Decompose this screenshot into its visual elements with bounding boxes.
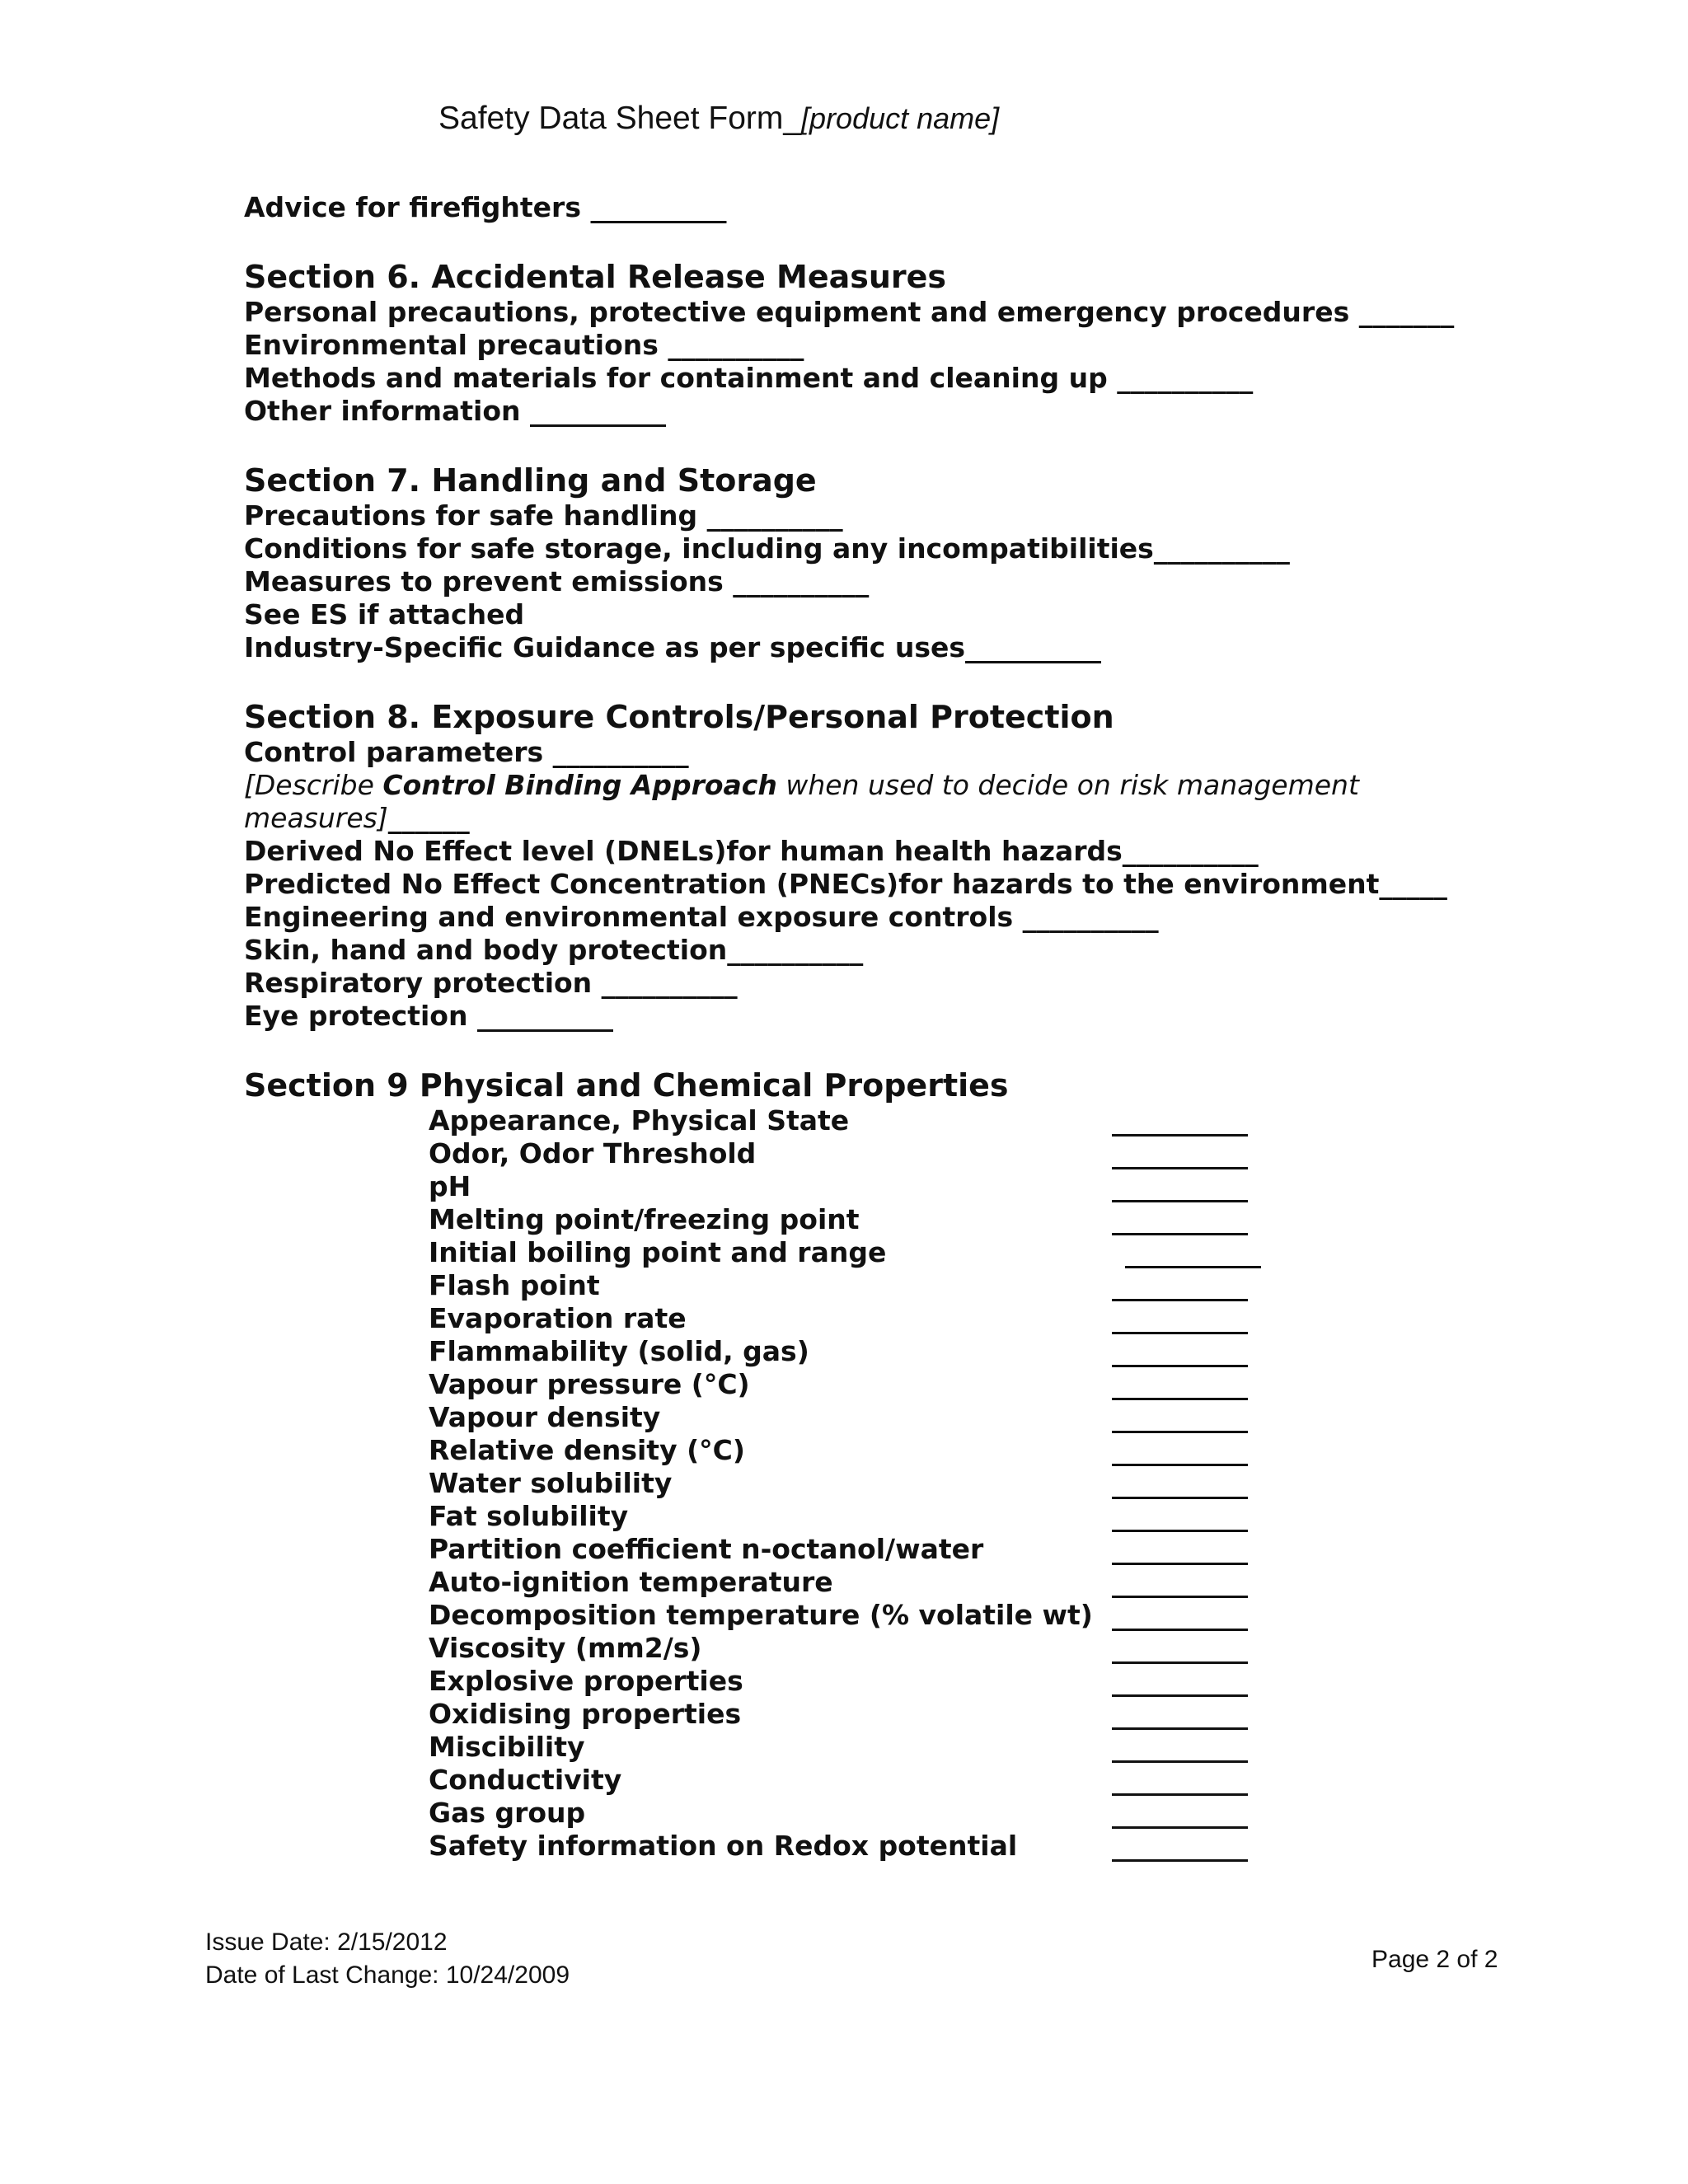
- property-blank: __________: [1112, 1764, 1248, 1796]
- property-label: Vapour density: [429, 1401, 661, 1433]
- property-blank: __________: [1112, 1797, 1248, 1829]
- property-row: [429, 1137, 1596, 1170]
- property-label: Evaporation rate: [429, 1302, 687, 1334]
- property-row: [429, 1632, 1596, 1665]
- property-blank: __________: [1112, 1434, 1248, 1466]
- property-label: Initial boiling point and range: [429, 1236, 887, 1268]
- property-row: [429, 1401, 1596, 1434]
- property-blank: __________: [1112, 1302, 1248, 1334]
- last-change-date: Date of Last Change: 10/24/2009: [205, 1961, 570, 1989]
- section-6-title: Section 6. Accidental Release Measures: [244, 259, 947, 295]
- section-9-title: Section 9 Physical and Chemical Properties: [244, 1067, 1009, 1104]
- property-blank: __________: [1112, 1632, 1248, 1664]
- property-label: Flammability (solid, gas): [429, 1335, 809, 1367]
- property-blank: __________: [1112, 1665, 1248, 1697]
- section-6-line: Personal precautions, protective equipment and emergency procedures _______: [244, 296, 1455, 328]
- section-7-line: Industry-Specific Guidance as per specific uses__________: [244, 631, 1101, 663]
- section-6-line: Other information __________: [244, 395, 666, 427]
- issue-date: Issue Date: 2/15/2012: [205, 1929, 448, 1956]
- property-row: [429, 1533, 1596, 1566]
- property-row: [429, 1764, 1596, 1797]
- property-row: [429, 1500, 1596, 1533]
- section-7-title: Section 7. Handling and Storage: [244, 462, 817, 499]
- property-label: Conductivity: [429, 1764, 622, 1796]
- property-row: [429, 1731, 1596, 1764]
- property-label: Water solubility: [429, 1467, 673, 1499]
- control-parameters-line: Control parameters __________: [244, 736, 689, 768]
- property-label: Melting point/freezing point: [429, 1203, 860, 1235]
- page-header: [438, 101, 999, 137]
- section-8-line: Skin, hand and body protection__________: [244, 934, 864, 966]
- section-8-line: Respiratory protection __________: [244, 967, 738, 999]
- firefighters-line: Advice for firefighters __________: [244, 191, 727, 223]
- property-row: [429, 1236, 1596, 1269]
- section-6-line: Environmental precautions __________: [244, 329, 804, 361]
- property-label: Gas group: [429, 1797, 586, 1829]
- property-label: Explosive properties: [429, 1665, 743, 1697]
- property-row: [429, 1335, 1596, 1368]
- property-blank: __________: [1112, 1368, 1248, 1400]
- property-blank: __________: [1112, 1566, 1248, 1598]
- describe-post: when used to decide on risk management: [776, 769, 1359, 801]
- property-blank: __________: [1125, 1236, 1261, 1268]
- property-row: [429, 1830, 1596, 1863]
- property-row: [429, 1797, 1596, 1830]
- property-label: Odor, Odor Threshold: [429, 1137, 757, 1169]
- property-blank: __________: [1112, 1698, 1248, 1730]
- footer-dates: [205, 1926, 570, 1992]
- section-7-line: Precautions for safe handling __________: [244, 499, 843, 532]
- property-row: [429, 1170, 1596, 1203]
- property-blank: __________: [1112, 1137, 1248, 1169]
- property-row: [429, 1467, 1596, 1500]
- property-label: Miscibility: [429, 1731, 585, 1763]
- property-row: [429, 1269, 1596, 1302]
- property-blank: __________: [1112, 1830, 1248, 1862]
- describe-pre: [Describe: [244, 769, 383, 801]
- property-row: [429, 1203, 1596, 1236]
- section-8-line: Engineering and environmental exposure controls __________: [244, 901, 1159, 933]
- property-blank: __________: [1112, 1269, 1248, 1301]
- property-row: [429, 1566, 1596, 1599]
- property-label: Auto-ignition temperature: [429, 1566, 833, 1598]
- property-label: Oxidising properties: [429, 1698, 742, 1730]
- section-8-line: Derived No Effect level (DNELs)for human health hazards__________: [244, 835, 1259, 867]
- property-blank: __________: [1112, 1533, 1248, 1565]
- property-row: [429, 1434, 1596, 1467]
- property-label: Relative density (°C): [429, 1434, 745, 1466]
- describe-instruction: [244, 769, 1596, 802]
- property-blank: __________: [1112, 1104, 1248, 1137]
- section-6-line: Methods and materials for containment and cleaning up __________: [244, 362, 1254, 394]
- form-content: [244, 191, 1596, 1863]
- describe-blank: ______: [387, 802, 470, 834]
- property-blank: __________: [1112, 1731, 1248, 1763]
- property-label: pH: [429, 1170, 471, 1202]
- property-blank: __________: [1112, 1500, 1248, 1532]
- property-row: [429, 1698, 1596, 1731]
- form-title: Safety Data Sheet Form_: [438, 101, 802, 136]
- property-blank: __________: [1112, 1335, 1248, 1367]
- property-blank: __________: [1112, 1599, 1248, 1631]
- section-7-line: Measures to prevent emissions __________: [244, 565, 870, 598]
- property-label: Flash point: [429, 1269, 600, 1301]
- section-8-title: Section 8. Exposure Controls/Personal Protection: [244, 699, 1114, 735]
- property-row: [429, 1104, 1596, 1137]
- property-blank: __________: [1112, 1467, 1248, 1499]
- property-row: [429, 1599, 1596, 1632]
- property-label: Decomposition temperature (% volatile wt): [429, 1599, 1093, 1631]
- describe-instruction-line2: [244, 802, 1596, 835]
- property-label: Safety information on Redox potential: [429, 1830, 1018, 1862]
- property-row: [429, 1665, 1596, 1698]
- property-blank: __________: [1112, 1170, 1248, 1202]
- section-8-line: Eye protection __________: [244, 1000, 613, 1032]
- property-label: Appearance, Physical State: [429, 1104, 850, 1137]
- section-7-line: Conditions for safe storage, including any incompatibilities__________: [244, 532, 1290, 565]
- product-name-placeholder: [product name]: [801, 101, 1000, 135]
- properties-list: [429, 1104, 1596, 1863]
- property-row: [429, 1302, 1596, 1335]
- property-label: Partition coefficient n-octanol/water: [429, 1533, 984, 1565]
- page-number: Page 2 of 2: [1372, 1946, 1498, 1973]
- property-label: Vapour pressure (°C): [429, 1368, 750, 1400]
- property-row: [429, 1368, 1596, 1401]
- section-8-line: Predicted No Effect Concentration (PNECs)for hazards to the environment_____: [244, 868, 1447, 900]
- property-label: Viscosity (mm2/s): [429, 1632, 702, 1664]
- property-blank: __________: [1112, 1401, 1248, 1433]
- describe-line2: measures]: [244, 802, 388, 834]
- section-7-line: See ES if attached: [244, 598, 525, 630]
- property-blank: __________: [1112, 1203, 1248, 1235]
- property-label: Fat solubility: [429, 1500, 629, 1532]
- describe-bold: Control Binding Approach: [382, 769, 777, 801]
